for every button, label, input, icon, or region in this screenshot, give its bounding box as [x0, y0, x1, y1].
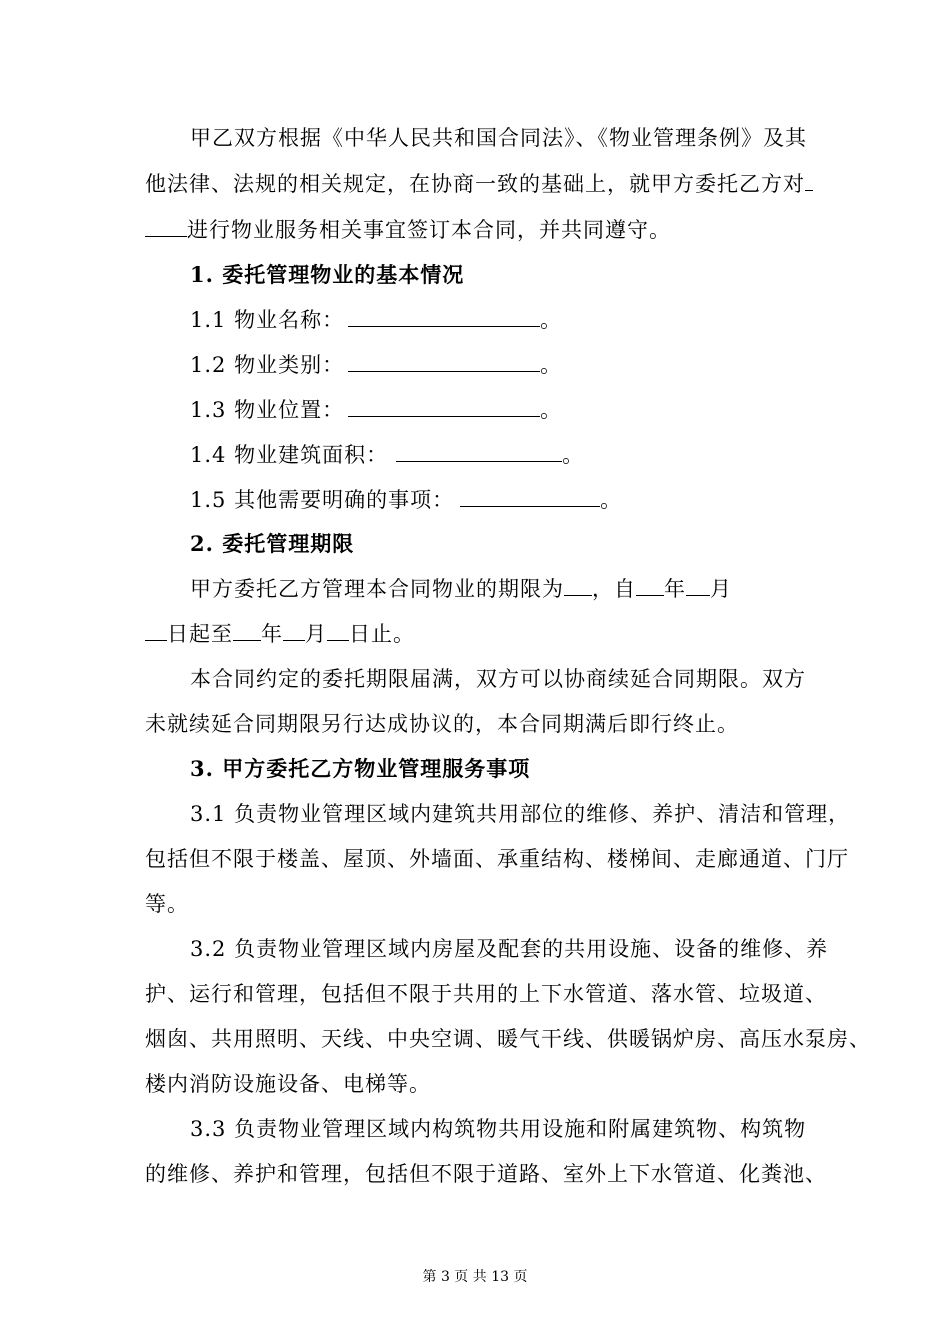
term-text-a: 甲方委托乙方管理本合同物业的期限为: [190, 577, 564, 601]
clause-3-2-line-1: 3.2 负责物业管理区域内房屋及配套的共用设施、设备的维修、养: [190, 937, 829, 961]
intro-line-3-text: 进行物业服务相关事宜签订本合同，并共同遵守。: [187, 218, 671, 242]
item-1-5-end: 。: [600, 488, 623, 512]
clause-3-2-line-2: 护、运行和管理，包括但不限于共用的上下水管道、落水管、垃圾道、: [145, 982, 827, 1006]
section-1-heading: 1. 委托管理物业的基本情况: [190, 262, 465, 287]
blank-other-matters: [460, 486, 600, 507]
page-number-footer: 第 3 页 共 13 页: [422, 1269, 528, 1285]
item-1-2-end: 。: [540, 353, 563, 377]
section-2-heading: 2. 委托管理期限: [190, 531, 355, 556]
blank-property: [145, 216, 187, 237]
item-1-2: [190, 351, 562, 379]
term-text-g: 月: [305, 622, 327, 646]
blank-end-year: [233, 620, 261, 641]
term-text-f: 年: [261, 622, 283, 646]
blank-start-day: [145, 620, 167, 641]
item-1-4-end: 。: [562, 443, 585, 467]
intro-line-1: 甲乙双方根据《中华人民共和国合同法》、《物业管理条例》及其: [190, 126, 807, 150]
item-1-5: [190, 486, 622, 514]
blank-term-length: [564, 575, 592, 596]
clause-3-1-line-1: 3.1 负责物业管理区域内建筑共用部位的维修、养护、清洁和管理，: [190, 802, 851, 826]
clause-3-3-line-2: 的维修、养护和管理，包括但不限于道路、室外上下水管道、化粪池、: [145, 1162, 827, 1186]
term-line-1: [190, 575, 732, 603]
intro-line-2: [145, 170, 813, 198]
clause-3-1-line-2: 包括但不限于楼盖、屋顶、外墙面、承重结构、楼梯间、走廊通道、门厅: [145, 847, 849, 871]
blank-property-name: [348, 306, 540, 327]
blank-end-day: [327, 620, 349, 641]
item-1-3-end: 。: [540, 398, 563, 422]
item-1-4: [190, 441, 584, 469]
blank-property-short: [805, 170, 813, 191]
term-text-e: 日起至: [167, 622, 233, 646]
term-line-2: [145, 620, 415, 648]
item-1-1: [190, 306, 562, 334]
blank-property-location: [348, 396, 540, 417]
renewal-line-1: 本合同约定的委托期限届满，双方可以协商续延合同期限。双方: [190, 667, 806, 691]
item-1-3-label: 1.3 物业位置：: [190, 398, 345, 422]
term-text-b: ，自: [592, 577, 636, 601]
item-1-2-label: 1.2 物业类别：: [190, 353, 345, 377]
item-1-4-label: 1.4 物业建筑面积：: [190, 443, 389, 467]
term-text-d: 月: [710, 577, 732, 601]
item-1-1-label: 1.1 物业名称：: [190, 308, 345, 332]
blank-property-type: [348, 351, 540, 372]
blank-building-area: [396, 441, 562, 462]
term-text-h: 日止。: [349, 622, 415, 646]
clause-3-3-line-1: 3.3 负责物业管理区域内构筑物共用设施和附属建筑物、构筑物: [190, 1117, 807, 1141]
blank-start-month: [686, 575, 710, 596]
clause-3-1-line-3: 等。: [145, 892, 189, 916]
blank-end-month: [283, 620, 305, 641]
renewal-line-2: 未就续延合同期限另行达成协议的，本合同期满后即行终止。: [145, 712, 739, 736]
section-3-heading: 3. 甲方委托乙方物业管理服务事项: [190, 756, 531, 781]
item-1-5-label: 1.5 其他需要明确的事项：: [190, 488, 455, 512]
clause-3-2-line-4: 楼内消防设施设备、电梯等。: [145, 1072, 431, 1096]
blank-start-year: [636, 575, 664, 596]
clause-3-2-line-3: 烟囱、共用照明、天线、中央空调、暖气干线、供暖锅炉房、高压水泵房、: [145, 1027, 871, 1051]
term-text-c: 年: [664, 577, 686, 601]
intro-line-2-text: 他法律、法规的相关规定，在协商一致的基础上，就甲方委托乙方对: [145, 172, 805, 196]
item-1-1-end: 。: [540, 308, 563, 332]
item-1-3: [190, 396, 562, 424]
intro-line-3: [145, 216, 671, 244]
